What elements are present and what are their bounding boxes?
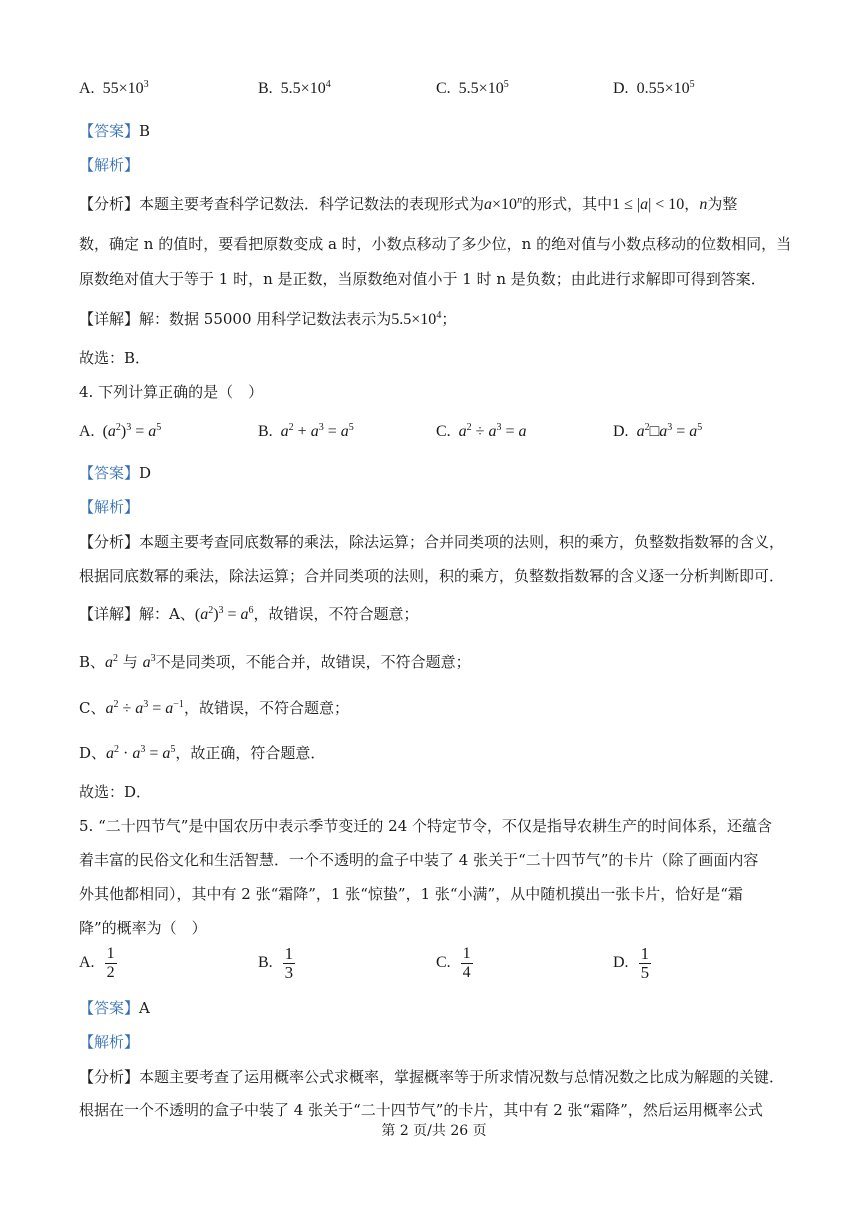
q5-stem-line1: 5. “二十四节气”是中国农历中表示季节变迁的 24 个特定节令，不仅是指导农耕生产的时间体系，还蕴含 [79, 817, 773, 835]
q4-option-a: A. $(a^2)^3 = a^5$ [79, 422, 162, 440]
page-footer: 第 2 页/共 26 页 [381, 1123, 487, 1139]
q3-option-b: B. $5.5\times 10^4$ [258, 79, 331, 97]
q4-answer: 【答案】D [79, 464, 152, 482]
q3-fenxi-line1: 【分析】本题主要考查科学记数法．科学记数法的表现形式为$a\times 10^n$的形式，其中1 ≤ |a| < 10，n为整 [79, 195, 738, 213]
q4-option-d: D. $a^2□a^3 = a^5$ [613, 422, 703, 440]
q3-option-c: C. $5.5\times 10^5$ [436, 79, 509, 97]
q5-stem-line4: 降”的概率为（ ） [79, 919, 207, 937]
q5-fenxi-line2: 根据在一个不透明的盒子中装了 4 张关于“二十四节气”的卡片，其中有 2 张“霜降”，然后运用概率公式 [79, 1101, 763, 1119]
q3-option-a: A. $55\times 10^3$ [79, 79, 149, 97]
q3-analysis-tag: 【解析】 [79, 156, 140, 174]
q4-conclusion: 故选：D． [79, 783, 152, 801]
q3-fenxi-line3: 原数绝对值大于等于 1 时，n 是正数，当原数绝对值小于 1 时 n 是负数；由此进行求解即可得到答案． [79, 270, 766, 288]
q3-fenxi-line2: 数，确定 n 的值时，要看把原数变成 a 时，小数点移动了多少位，n 的绝对值与小数点移动的位数相同，当 [79, 235, 792, 253]
q3-option-d: D. $0.55\times 10^5$ [613, 79, 695, 97]
q5-option-a: A. $\frac{1}{2}$ [79, 945, 115, 981]
q4-detail-b: B、$a^2$ 与 $a^3$不是同类项，不能合并，故错误，不符合题意； [79, 653, 471, 671]
q5-answer: 【答案】A [79, 999, 150, 1017]
q3-answer: 【答案】B [79, 122, 151, 140]
q5-fenxi-line1: 【分析】本题主要考查了运用概率公式求概率，掌握概率等于所求情况数与总情况数之比成为解题的关键． [79, 1068, 785, 1086]
q4-detail-d: D、$a^2 \cdot a^3 = a^5$，故正确，符合题意． [79, 744, 326, 762]
q4-fenxi-line1: 【分析】本题主要考查同底数幂的乘法，除法运算；合并同类项的法则，积的乘方，负整数指数幂的含义， [79, 533, 785, 551]
q5-option-c: C. $\frac{1}{4}$ [436, 945, 471, 981]
q4-detail-a: 【详解】解：A、$(a^2)^3 = a^6$，故错误，不符合题意； [79, 605, 419, 623]
q5-option-b: B. $\frac{1}{3}$ [258, 944, 294, 982]
q4-detail-c: C、$a^2 \div a^3 = a^{-1}$，故错误，不符合题意； [79, 699, 349, 717]
q4-option-b: B. $a^2 + a^3 = a^5$ [258, 422, 354, 440]
q4-fenxi-line2: 根据同底数幂的乘法，除法运算；合并同类项的法则，积的乘方，负整数指数幂的含义逐一分析判断即可． [79, 567, 785, 585]
answer-tag: 【答案】 [79, 122, 140, 140]
q5-option-d: D. $\frac{1}{5}$ [613, 944, 650, 982]
q4-analysis-tag: 【解析】 [79, 498, 140, 516]
q3-detail: 【详解】解：数据 55000 用科学记数法表示为$5.5\times 10^4$； [79, 310, 457, 328]
q4-stem: 4. 下列计算正确的是（ ） [79, 383, 264, 401]
q5-stem-line2: 着丰富的民俗文化和生活智慧．一个不透明的盒子中装了 4 张关于“二十四节气”的卡片（除了画面内容 [79, 851, 759, 869]
q5-stem-line3: 外其他都相同），其中有 2 张“霜降”，1 张“惊蛰”，1 张“小满”，从中随机摸出一张卡片，恰好是“霜 [79, 885, 743, 903]
q5-analysis-tag: 【解析】 [79, 1033, 140, 1051]
q3-conclusion: 故选：B． [79, 349, 151, 367]
q4-option-c: C. $a^2 \div a^3 = a$ [436, 422, 527, 440]
